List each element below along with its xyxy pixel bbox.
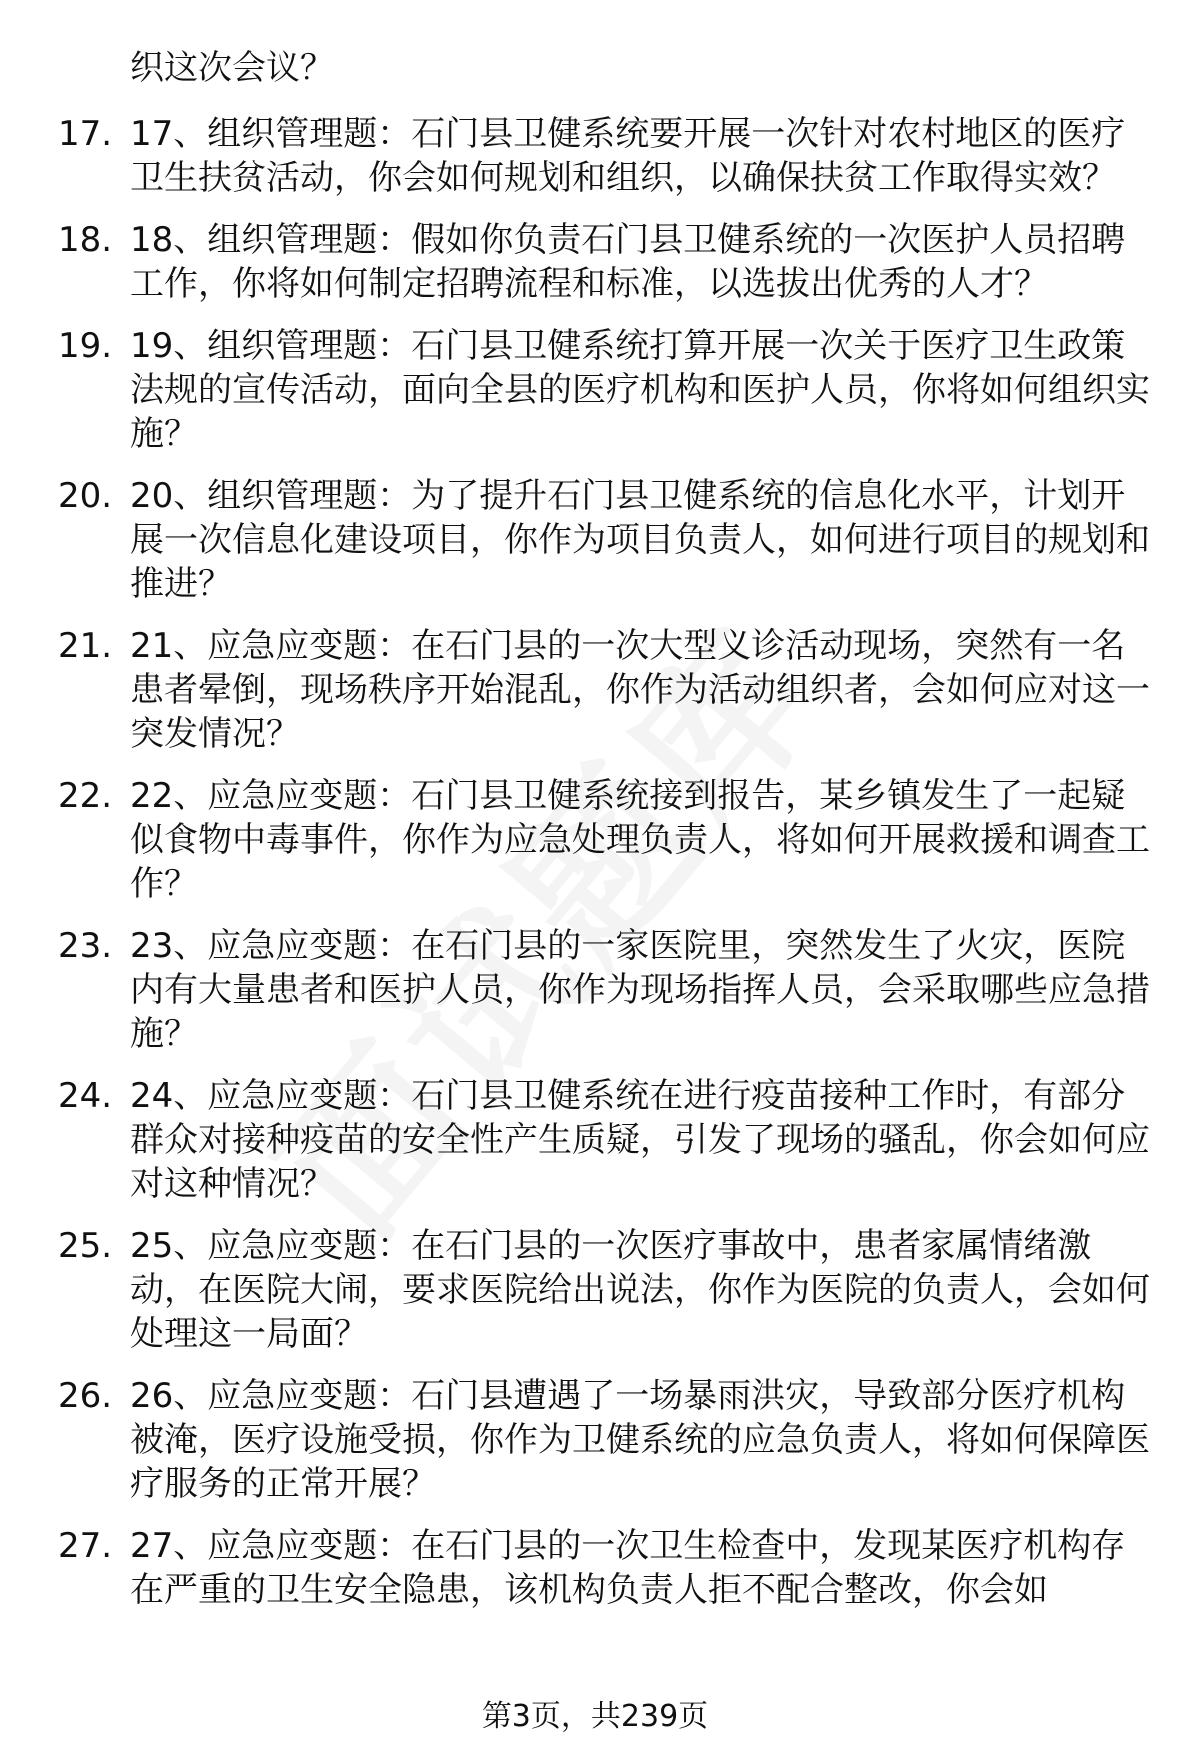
question-list — [0, 112, 1190, 1630]
list-item — [0, 924, 1190, 1056]
question-text: 21、应急应变题：在石门县的一次大型义诊活动现场，突然有一名患者晕倒，现场秩序开始混乱，你作为活动组织者，会如何应对这一突发情况？ — [130, 626, 1150, 754]
list-item — [0, 774, 1190, 906]
question-text: 19、组织管理题：石门县卫健系统打算开展一次关于医疗卫生政策法规的宣传活动，面向全县的医疗机构和医护人员，你将如何组织实施？ — [130, 326, 1150, 454]
list-item — [0, 112, 1190, 200]
question-number: 21. — [58, 626, 113, 666]
question-text: 27、应急应变题：在石门县的一次卫生检查中，发现某医疗机构存在严重的卫生安全隐患，该机构负责人拒不配合整改，你会如 — [130, 1526, 1126, 1610]
question-text: 25、应急应变题：在石门县的一次医疗事故中，患者家属情绪激动，在医院大闹，要求医院给出说法，你作为医院的负责人，会如何处理这一局面？ — [130, 1226, 1150, 1354]
question-text: 24、应急应变题：石门县卫健系统在进行疫苗接种工作时，有部分群众对接种疫苗的安全性产生质疑，引发了现场的骚乱，你会如何应对这种情况？ — [130, 1076, 1150, 1204]
list-item — [0, 624, 1190, 756]
question-number: 22. — [58, 776, 113, 816]
question-number: 23. — [58, 926, 113, 966]
question-text: 17、组织管理题：石门县卫健系统要开展一次针对农村地区的医疗卫生扶贫活动，你会如何规划和组织，以确保扶贫工作取得实效？ — [130, 114, 1126, 198]
question-number: 20. — [58, 476, 113, 516]
list-item — [0, 1074, 1190, 1206]
question-number: 19. — [58, 326, 113, 366]
list-item — [0, 218, 1190, 306]
list-item — [0, 1224, 1190, 1356]
question-number: 26. — [58, 1376, 113, 1416]
question-text: 18、组织管理题：假如你负责石门县卫健系统的一次医护人员招聘工作，你将如何制定招聘流程和标准，以选拔出优秀的人才？ — [130, 220, 1126, 304]
list-item — [0, 1524, 1190, 1612]
list-item — [0, 324, 1190, 456]
question-text: 23、应急应变题：在石门县的一家医院里，突然发生了火灾，医院内有大量患者和医护人员，你作为现场指挥人员，会采取哪些应急措施？ — [130, 926, 1150, 1054]
question-text: 20、组织管理题：为了提升石门县卫健系统的信息化水平，计划开展一次信息化建设项目，你作为项目负责人，如何进行项目的规划和推进？ — [130, 476, 1150, 604]
question-number: 17. — [58, 114, 113, 154]
page-footer: 第3页，共239页 — [481, 1699, 709, 1734]
continuation-text: 织这次会议？ — [130, 48, 334, 88]
question-number: 27. — [58, 1526, 113, 1566]
question-text: 22、应急应变题：石门县卫健系统接到报告，某乡镇发生了一起疑似食物中毒事件，你作为应急处理负责人，将如何开展救援和调查工作？ — [130, 776, 1150, 904]
list-item — [0, 1374, 1190, 1506]
question-number: 18. — [58, 220, 113, 260]
question-text: 26、应急应变题：石门县遭遇了一场暴雨洪灾，导致部分医疗机构被淹，医疗设施受损，你作为卫健系统的应急负责人，将如何保障医疗服务的正常开展？ — [130, 1376, 1150, 1504]
list-item — [0, 474, 1190, 606]
question-number: 24. — [58, 1076, 113, 1116]
question-number: 25. — [58, 1226, 113, 1266]
